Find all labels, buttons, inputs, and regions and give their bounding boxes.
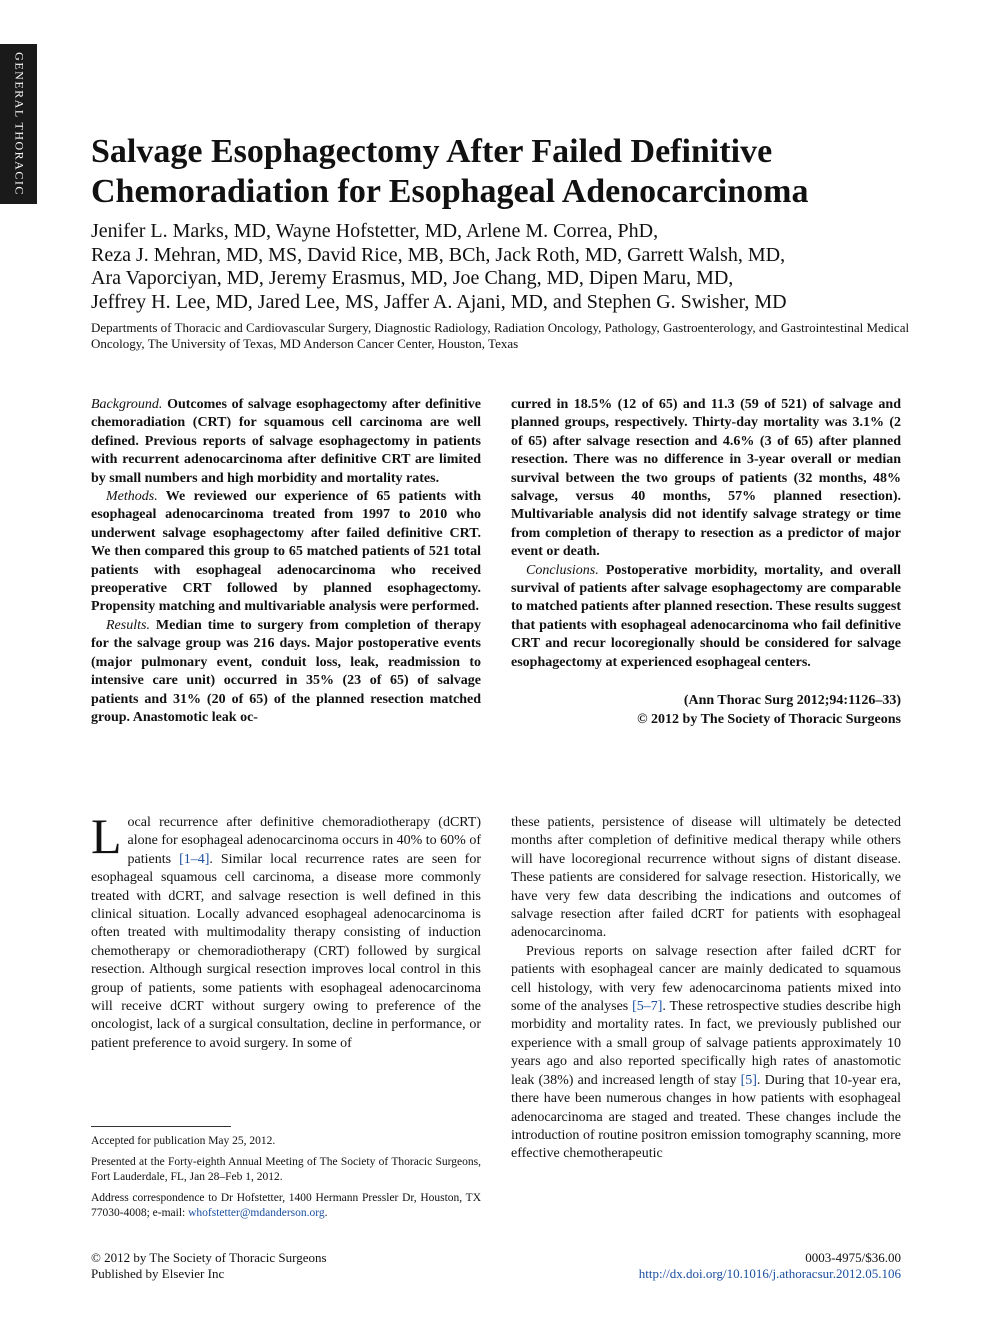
address-note xyxy=(91,1191,481,1221)
journal-citation xyxy=(511,692,901,729)
footnotes xyxy=(91,1134,481,1227)
footer-publisher: Published by Elsevier Inc xyxy=(91,1266,225,1281)
body-right-column xyxy=(511,814,901,1164)
author-line: Ara Vaporciyan, MD, Jeremy Erasmus, MD, Joe Chang, MD, Dipen Maru, MD, xyxy=(91,267,734,289)
citation-text: (Ann Thorac Surg 2012;94:1126–33) xyxy=(683,693,901,709)
intro-text-cont: . Similar local recurrence rates are seen for esophageal squamous cell carcinoma, a disease more commonly treated with dCRT, and salvage resection is well defined in this clinical situation. Locally advanced esophageal adenocarcinoma is often treated with multimodality therapy consisting of induction chemotherapy or chemoradiotherapy (CRT) followed by surgical resection. Although surgical resection improves local control in this group of patients, some patients with esophageal adenocarcinoma will receive dCRT without surgery owing to preference of the oncologist, lack of a surgical consultation, decline in performance, or patient preference to avoid surgery. In some of xyxy=(91,851,481,1051)
results-text: Median time to surgery from completion of therapy for the salvage group was 216 days. Major postoperative events (major pulmonary event, conduit loss, leak, readmission to intensive care unit) occurred in 35% (23 of 65) of salvage patients and 31% (20 of 65) of the planned resection matched group. Anastomotic leak oc- xyxy=(91,617,481,725)
section-tab-label: GENERAL THORACIC xyxy=(12,52,26,196)
abstract-methods xyxy=(91,488,481,617)
body-paragraph: these patients, persistence of disease will ultimately be detected months after completion of definitive medical therapy while others will have locoregional recurrence without signs of distant disease. These patients are considered for salvage resection. Historically, we have very few data describing the indications and outcomes of salvage resection after failed dCRT for patients with esophageal adenocarcinoma. xyxy=(511,815,901,941)
address-end: . xyxy=(324,1207,328,1219)
author-line: Jenifer L. Marks, MD, Wayne Hofstetter, MD, Arlene M. Correa, PhD, xyxy=(91,220,659,242)
footer-copyright: © 2012 by The Society of Thoracic Surgeons xyxy=(91,1250,327,1265)
reference-link[interactable]: [5] xyxy=(740,1072,757,1088)
affiliation: Departments of Thoracic and Cardiovascular Surgery, Diagnostic Radiology, Radiation Oncology, Pathology, Gastroenterology, and Gastrointestinal Medical Oncology, The University of Texas, MD Anderson Cancer Center, Houston, Texas xyxy=(91,320,910,351)
abstract-copyright: © 2012 by The Society of Thoracic Surgeons xyxy=(637,711,901,727)
background-label: Background. xyxy=(91,397,163,412)
drop-cap: L xyxy=(91,808,122,864)
conclusions-text: Postoperative morbidity, mortality, and overall survival of patients after salvage esophagectomy are comparable to matched patients after planned resection. These results suggest that patients with esophageal adenocarcinoma who fail definitive CRT and recur locoregionally should be considered for salvage esophagectomy at experienced esophageal centers. xyxy=(511,562,902,670)
email-link[interactable]: whofstetter@mdanderson.org xyxy=(188,1207,325,1219)
body-paragraph xyxy=(511,943,901,1164)
reference-link[interactable]: [5–7] xyxy=(632,999,663,1015)
accepted-note: Accepted for publication May 25, 2012. xyxy=(91,1135,276,1147)
intro-paragraph xyxy=(91,808,481,1053)
article-title: Salvage Esophagectomy After Failed Definitive Chemoradiation for Esophageal Adenocarcinoma xyxy=(91,133,809,210)
reference-link[interactable]: [1–4] xyxy=(179,851,210,867)
methods-label: Methods. xyxy=(106,489,158,505)
abstract-results-continued: curred in 18.5% (12 of 65) and 11.3 (59 of 521) of salvage and planned groups, respectively. Thirty-day mortality was 3.1% (2 of 65) after salvage resection and 4.6% (3 of 65) after planned resection. There was no difference in 3-year overall or median survival between the two groups of patients (32 months, 48% salvage, versus 40 months, 57% planned resection). Multivariable analysis did not identify salvage strategy or time from completion of therapy to resection as a predictor of major event or death. xyxy=(511,397,901,560)
presented-note: Presented at the Forty-eighth Annual Meeting of The Society of Thoracic Surgeons, Fort Lauderdale, FL, Jan 28–Feb 1, 2012. xyxy=(91,1156,481,1183)
abstract-background xyxy=(91,396,481,488)
background-text: Outcomes of salvage esophagectomy after definitive chemoradiation (CRT) for squamous cell carcinoma are well defined. Previous reports of salvage esophagectomy in patients with recurrent adenocarcinoma after definitive CRT are limited by small numbers and high morbidity and mortality rates. xyxy=(91,397,481,486)
author-line: Reza J. Mehran, MD, MS, David Rice, MB, BCh, Jack Roth, MD, Garrett Walsh, MD, xyxy=(91,243,786,266)
page-footer-left xyxy=(91,1250,327,1282)
body-text: . During that 10-year era, there have been numerous changes in how patients with esophageal adenocarcinoma are staged and treated. These changes include the introduction of routine positron emission tomography scanning, more effective chemotherapeutic xyxy=(511,1072,901,1162)
doi-link[interactable]: http://dx.doi.org/10.1016/j.athoracsur.2012.05.106 xyxy=(638,1266,901,1281)
abstract-left-column xyxy=(91,396,481,727)
author-line: Jeffrey H. Lee, MD, Jared Lee, MS, Jaffer A. Ajani, MD, and Stephen G. Swisher, MD xyxy=(91,290,787,313)
section-tab xyxy=(0,44,37,204)
methods-text: We reviewed our experience of 65 patients with esophageal adenocarcinoma treated from 1997 to 2010 who underwent salvage esophagectomy after failed definitive CRT. We then compared this group to 65 matched patients of 521 total patients with esophageal adenocarcinoma who received preoperative CRT followed by planned esophagectomy. Propensity matching and multivariable analysis were performed. xyxy=(91,489,481,615)
address-text: Address correspondence to Dr Hofstetter, 1400 Hermann Pressler Dr, Houston, TX 77030-4008; e-mail: xyxy=(91,1192,481,1219)
body-text: Previous reports on salvage resection after failed dCRT for patients with esophageal cancer are mainly dedicated to squamous cell histology, with very few adenocarcinoma patients mixed into some of the analyses xyxy=(511,943,901,1015)
body-text: . These retrospective studies describe high morbidity and mortality rates. In fact, we previously published our experience with a small group of salvage patients approximately 10 years ago and also reported specifically high rates of anastomotic leak (38%) and increased length of stay xyxy=(511,999,901,1088)
abstract-right-column xyxy=(511,396,901,729)
abstract-conclusions xyxy=(511,562,901,672)
author-list xyxy=(91,220,921,314)
footer-issn: 0003-4975/$36.00 xyxy=(805,1250,901,1265)
footnote-divider xyxy=(91,1126,231,1127)
intro-text: ocal recurrence after definitive chemoradiotherapy (dCRT) alone for esophageal adenocarcinoma occurs in 40% to 60% of patients xyxy=(127,815,481,867)
abstract-results xyxy=(91,617,481,727)
conclusions-label: Conclusions. xyxy=(526,562,599,578)
page-footer-right xyxy=(639,1250,901,1282)
results-label: Results. xyxy=(106,617,150,633)
body-left-column xyxy=(91,808,481,1053)
